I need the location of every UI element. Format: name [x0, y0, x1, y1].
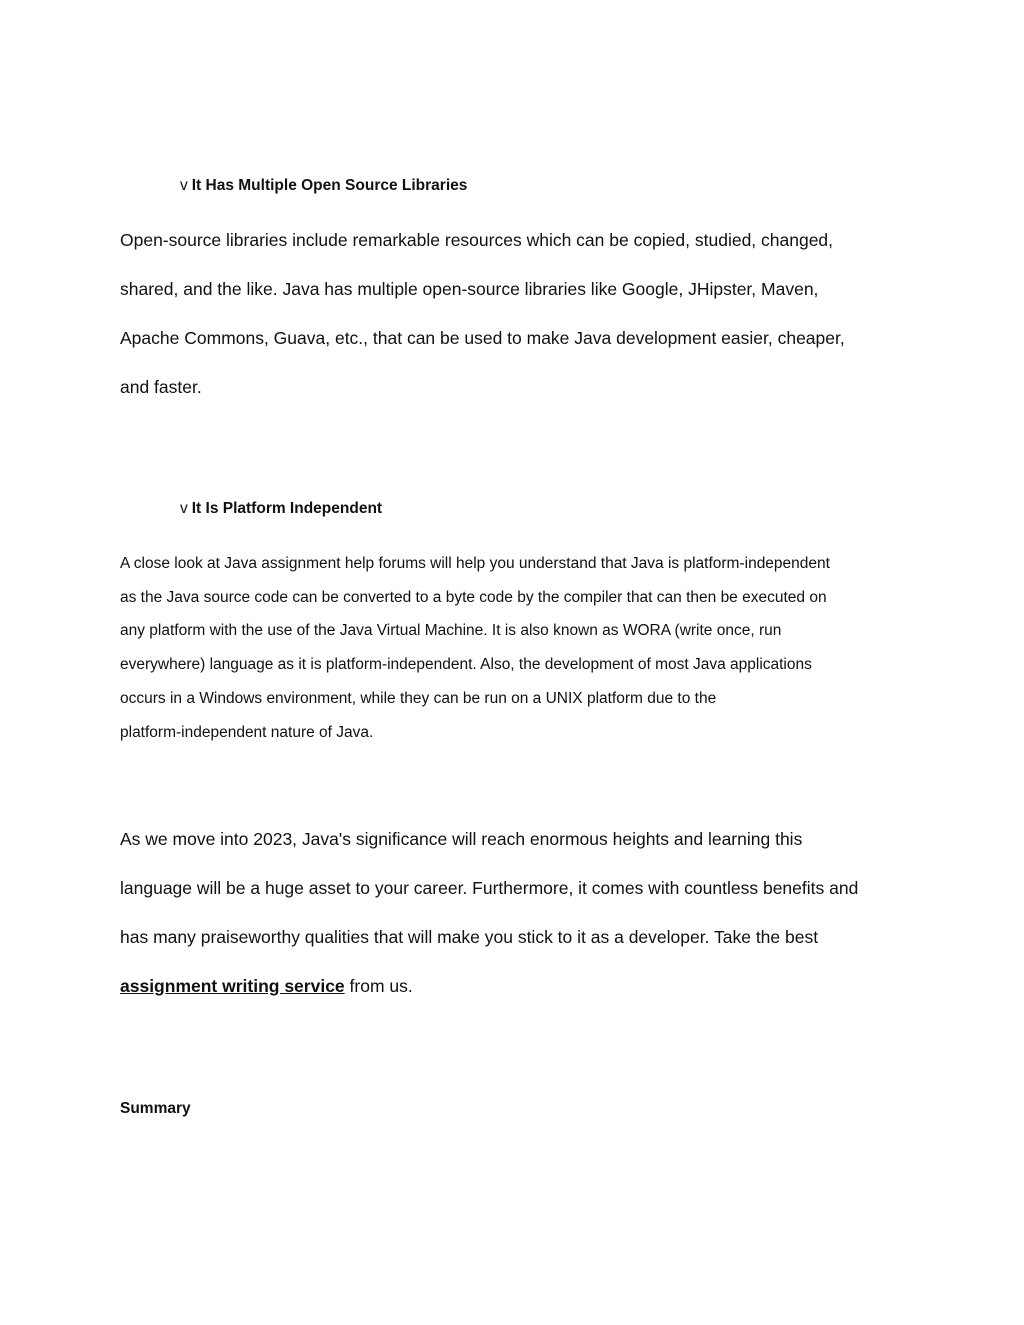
bullet-marker: v: [180, 500, 188, 517]
summary-heading: Summary: [120, 1100, 191, 1117]
paragraph-conclusion: [120, 815, 910, 1011]
paragraph-line: occurs in a Windows environment, while they can be run on a UNIX platform due to the: [120, 689, 717, 707]
section-heading-open-source: [180, 176, 467, 196]
assignment-writing-service-link[interactable]: assignment writing service: [120, 976, 345, 996]
paragraph-line: As we move into 2023, Java's significance will reach enormous heights and learning this: [120, 829, 803, 849]
paragraph-line: platform-independent nature of Java.: [120, 723, 374, 741]
paragraph-line: language will be a huge asset to your career. Furthermore, it comes with countless benefits and: [120, 878, 859, 898]
paragraph-open-source: [120, 216, 910, 412]
paragraph-line: and faster.: [120, 377, 202, 397]
paragraph-platform-independent: [120, 547, 910, 749]
bullet-marker: v: [180, 177, 188, 194]
paragraph-line: Open-source libraries include remarkable resources which can be copied, studied, changed,: [120, 230, 834, 250]
paragraph-line: as the Java source code can be converted to a byte code by the compiler that can then be executed on: [120, 588, 827, 606]
link-trailing-text: from us.: [344, 976, 413, 996]
section-heading-text: It Has Multiple Open Source Libraries: [191, 177, 468, 194]
paragraph-line: Apache Commons, Guava, etc., that can be used to make Java development easier, cheaper,: [120, 328, 845, 348]
paragraph-line: A close look at Java assignment help forums will help you understand that Java is platform-independent: [120, 555, 830, 572]
paragraph-line-with-link: [120, 962, 910, 1011]
section-heading-text: It Is Platform Independent: [191, 500, 383, 517]
paragraph-line: any platform with the use of the Java Virtual Machine. It is also known as WORA (write once, run: [120, 622, 782, 640]
paragraph-line: everywhere) language as it is platform-independent. Also, the development of most Java applications: [120, 656, 812, 674]
paragraph-line: has many praiseworthy qualities that will make you stick to it as a developer. Take the best: [120, 927, 819, 947]
paragraph-line: shared, and the like. Java has multiple open-source libraries like Google, JHipster, Maven,: [120, 279, 819, 299]
section-heading-platform-independent: [180, 499, 382, 519]
